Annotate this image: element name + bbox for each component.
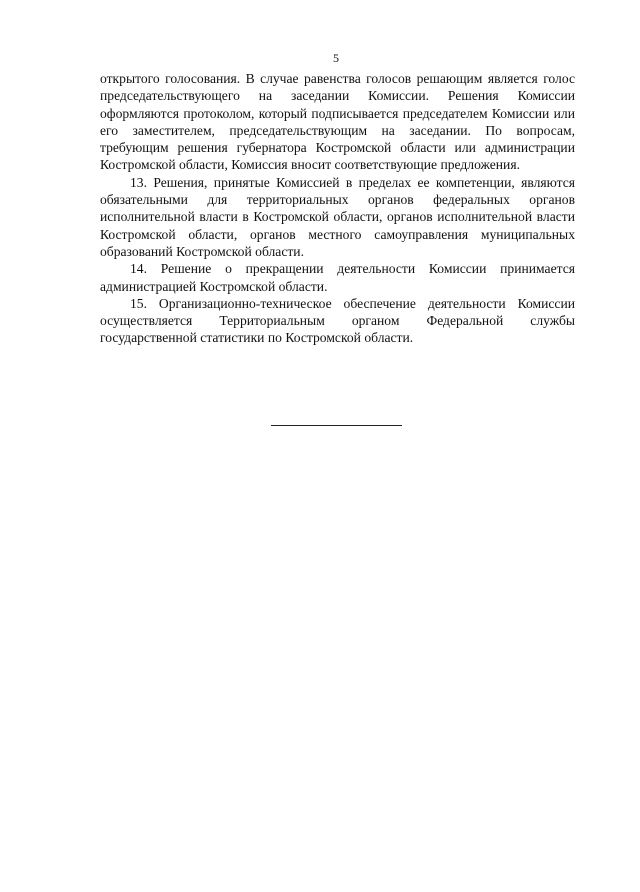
document-body	[100, 70, 575, 347]
paragraph-14: 14. Решение о прекращении деятельности Комиссии принимается администрацией Костромской области.	[100, 261, 575, 294]
paragraph-12-continuation: открытого голосования. В случае равенства голосов решающим является голос председательствующего на заседании Комиссии. Решения Комиссии оформляются протоколом, который подписывается председателем Комиссии или его заместителем, председательствующим на заседании. По вопросам, требующим решения губернатора Костромской области или администрации Костромской области, Комиссия вносит соответствующие предложения.	[100, 71, 575, 173]
paragraph-15: 15. Организационно-техническое обеспечение деятельности Комиссии осуществляется Территориальным органом Федеральной службы государственной статистики по Костромской области.	[100, 295, 575, 346]
page-number: 5	[333, 51, 339, 65]
paragraph-13: 13. Решения, принятые Комиссией в пределах ее компетенции, являются обязательными для территориальных органов федеральных органов исполнительной власти в Костромской области, органов исполнительной власти Костромской области, органов местного самоуправления муниципальных образований Костромской области.	[100, 174, 575, 259]
end-separator-line	[271, 425, 402, 426]
